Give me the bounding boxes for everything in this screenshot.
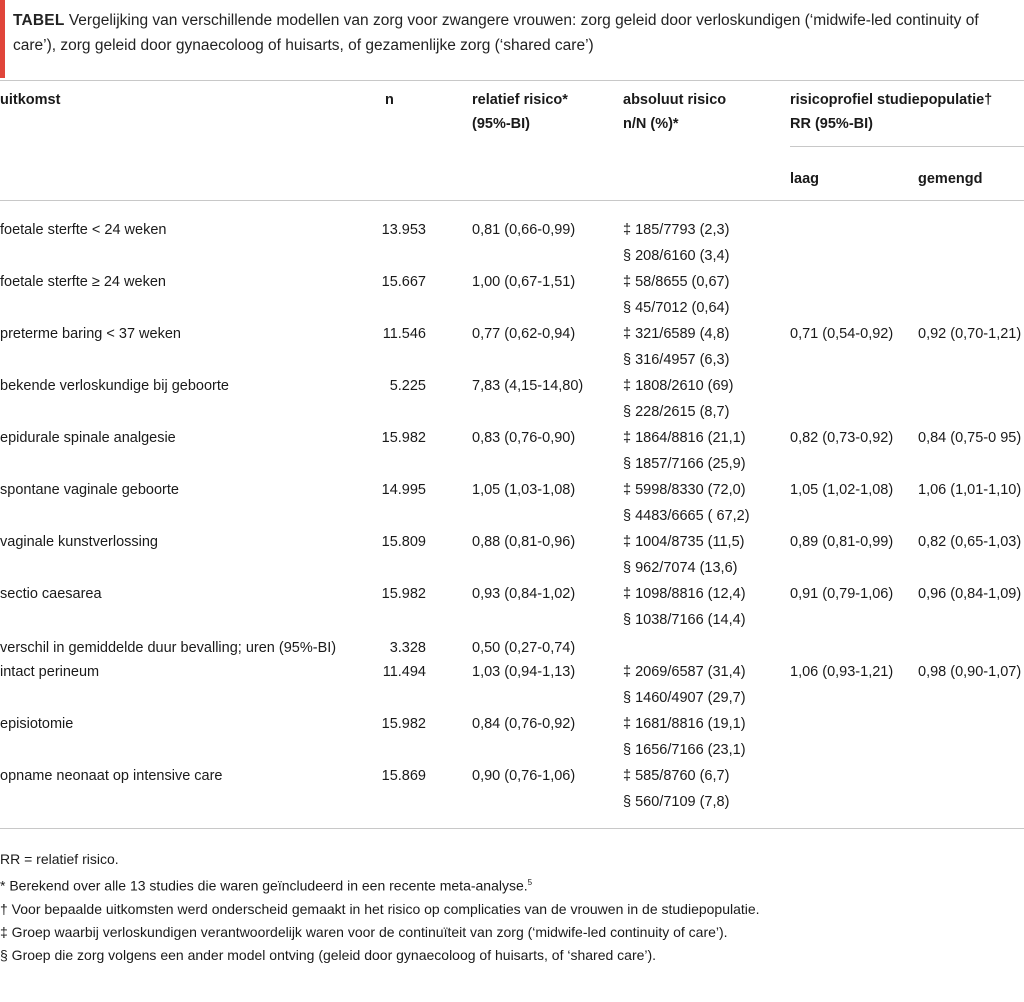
cell-n: 15.809 — [381, 534, 426, 550]
cell-uitkomst: bekende verloskundige bij geboorte — [0, 378, 229, 394]
cell-abs-midwife: ‡ 1681/8816 (19,1) — [623, 716, 746, 732]
header-abs-line2: n/N (%)* — [623, 116, 679, 132]
header-rr-line1: relatief risico* — [472, 92, 568, 108]
cell-laag: 1,06 (0,93-1,21) — [790, 664, 894, 680]
header-gemengd: gemengd — [918, 171, 983, 187]
cell-uitkomst: foetale sterfte ≥ 24 weken — [0, 274, 166, 290]
cell-abs-other: § 1460/4907 (29,7) — [623, 690, 746, 706]
cell-abs-midwife: ‡ 185/7793 (2,3) — [623, 222, 730, 238]
cell-n: 15.869 — [381, 768, 426, 784]
profile-subheader-rule — [790, 146, 1024, 147]
header-profile-line1: risicoprofiel studiepopulatie† — [790, 92, 993, 108]
footnotes — [0, 848, 760, 967]
cell-rr: 7,83 (4,15-14,80) — [472, 378, 584, 394]
cell-rr: 1,00 (0,67-1,51) — [472, 274, 576, 290]
cell-abs-other: § 962/7074 (13,6) — [623, 560, 738, 576]
cell-laag: 0,91 (0,79-1,06) — [790, 586, 894, 602]
cell-n: 13.953 — [381, 222, 426, 238]
footnote-star-text: * Berekend over alle 13 studies die waren geïncludeerd in een recente meta-analyse. — [0, 877, 528, 894]
cell-gemengd: 0,98 (0,90-1,07) — [918, 664, 1022, 680]
cell-rr: 1,03 (0,94-1,13) — [472, 664, 576, 680]
cell-abs-other: § 45/7012 (0,64) — [623, 300, 730, 316]
footnote-rr: RR = relatief risico. — [0, 851, 119, 867]
cell-abs-midwife: ‡ 58/8655 (0,67) — [623, 274, 730, 290]
cell-uitkomst: opname neonaat op intensive care — [0, 768, 223, 784]
cell-rr: 0,90 (0,76-1,06) — [472, 768, 576, 784]
cell-n: 3.328 — [389, 640, 426, 656]
cell-n: 15.667 — [381, 274, 426, 290]
footnote-star-ref: 5 — [527, 878, 533, 887]
header-profile-line2: RR (95%-BI) — [790, 116, 873, 132]
cell-gemengd: 0,92 (0,70-1,21) — [918, 326, 1022, 342]
header-abs — [623, 88, 726, 136]
cell-abs-other: § 1857/7166 (25,9) — [623, 456, 746, 472]
header-uitkomst: uitkomst — [0, 92, 61, 108]
header-abs-line1: absoluut risico — [623, 92, 727, 108]
footnote-ddagger: ‡ Groep waarbij verloskundigen verantwoordelijk waren voor de continuïteit van zorg (‘midwife-led continuity of care’). — [0, 923, 728, 940]
cell-uitkomst: episiotomie — [0, 716, 74, 732]
cell-abs-other: § 1656/7166 (23,1) — [623, 742, 746, 758]
cell-laag: 1,05 (1,02-1,08) — [790, 482, 894, 498]
caption-text: Vergelijking van verschillende modellen van zorg voor zwangere vrouwen: zorg geleid door verloskundigen (‘midwife-led continuity of care’), zorg geleid door gynaecoloog of huisarts, of gezamenlijke zorg (‘shared care’) — [13, 12, 979, 54]
cell-n: 14.995 — [381, 482, 426, 498]
cell-abs-midwife: ‡ 321/6589 (4,8) — [623, 326, 730, 342]
cell-gemengd: 0,96 (0,84-1,09) — [918, 586, 1022, 602]
cell-abs-other: § 560/7109 (7,8) — [623, 794, 730, 810]
table-caption — [0, 0, 1024, 78]
cell-n: 11.546 — [382, 326, 426, 342]
cell-rr: 0,93 (0,84-1,02) — [472, 586, 576, 602]
cell-abs-midwife: ‡ 1098/8816 (12,4) — [623, 586, 746, 602]
caption-label: TABEL — [13, 12, 65, 29]
cell-rr: 1,05 (1,03-1,08) — [472, 482, 576, 498]
cell-n: 5.225 — [389, 378, 426, 394]
cell-uitkomst: intact perineum — [0, 664, 100, 680]
header-laag: laag — [790, 171, 820, 187]
cell-uitkomst: preterme baring < 37 weken — [0, 326, 181, 342]
cell-abs-midwife: ‡ 1004/8735 (11,5) — [623, 534, 745, 550]
cell-abs-other: § 208/6160 (3,4) — [623, 248, 730, 264]
cell-abs-other: § 1038/7166 (14,4) — [623, 612, 746, 628]
cell-abs-midwife: ‡ 5998/8330 (72,0) — [623, 482, 746, 498]
cell-abs-midwife: ‡ 585/8760 (6,7) — [623, 768, 730, 784]
table-bottom-rule — [0, 828, 1024, 829]
footnote-section: § Groep die zorg volgens een ander model ontving (geleid door gynaecoloog of huisarts, of ‘shared care’). — [0, 946, 657, 963]
cell-abs-other: § 316/4957 (6,3) — [623, 352, 730, 368]
cell-rr: 0,77 (0,62-0,94) — [472, 326, 576, 342]
header-top-rule — [0, 80, 1024, 81]
cell-rr: 0,81 (0,66-0,99) — [472, 222, 576, 238]
cell-n: 11.494 — [382, 664, 426, 680]
cell-n: 15.982 — [381, 430, 426, 446]
cell-abs-other: § 4483/6665 ( 67,2) — [623, 508, 750, 524]
cell-uitkomst: foetale sterfte < 24 weken — [0, 222, 167, 238]
header-n: n — [385, 92, 394, 108]
header-rr-line2: (95%-BI) — [472, 116, 531, 132]
cell-abs-other: § 228/2615 (8,7) — [623, 404, 730, 420]
cell-abs-midwife: ‡ 2069/6587 (31,4) — [623, 664, 746, 680]
cell-laag: 0,71 (0,54-0,92) — [790, 326, 894, 342]
footnote-dagger: † Voor bepaalde uitkomsten werd onderscheid gemaakt in het risico op complicaties van de vrouwen in de studiepopulatie. — [0, 900, 760, 917]
cell-uitkomst: vaginale kunstverlossing — [0, 534, 158, 550]
cell-rr: 0,88 (0,81-0,96) — [472, 534, 576, 550]
cell-gemengd: 0,84 (0,75-0 95) — [918, 430, 1022, 446]
cell-abs-midwife: ‡ 1864/8816 (21,1) — [623, 430, 746, 446]
cell-laag: 0,82 (0,73-0,92) — [790, 430, 894, 446]
cell-uitkomst: verschil in gemiddelde duur bevalling; uren (95%-BI) — [0, 640, 337, 656]
cell-uitkomst: spontane vaginale geboorte — [0, 482, 179, 498]
header-bottom-rule — [0, 200, 1024, 201]
cell-n: 15.982 — [381, 716, 426, 732]
header-profile — [790, 88, 992, 136]
footnote-star — [0, 871, 760, 898]
cell-uitkomst: epidurale spinale analgesie — [0, 430, 176, 446]
cell-n: 15.982 — [381, 586, 426, 602]
cell-uitkomst: sectio caesarea — [0, 586, 102, 602]
cell-rr: 0,50 (0,27-0,74) — [472, 640, 576, 656]
cell-laag: 0,89 (0,81-0,99) — [790, 534, 894, 550]
cell-gemengd: 1,06 (1,01-1,10) — [918, 482, 1022, 498]
header-rr — [472, 88, 568, 136]
cell-abs-midwife: ‡ 1808/2610 (69) — [623, 378, 734, 394]
cell-rr: 0,84 (0,76-0,92) — [472, 716, 576, 732]
cell-rr: 0,83 (0,76-0,90) — [472, 430, 576, 446]
cell-gemengd: 0,82 (0,65-1,03) — [918, 534, 1022, 550]
